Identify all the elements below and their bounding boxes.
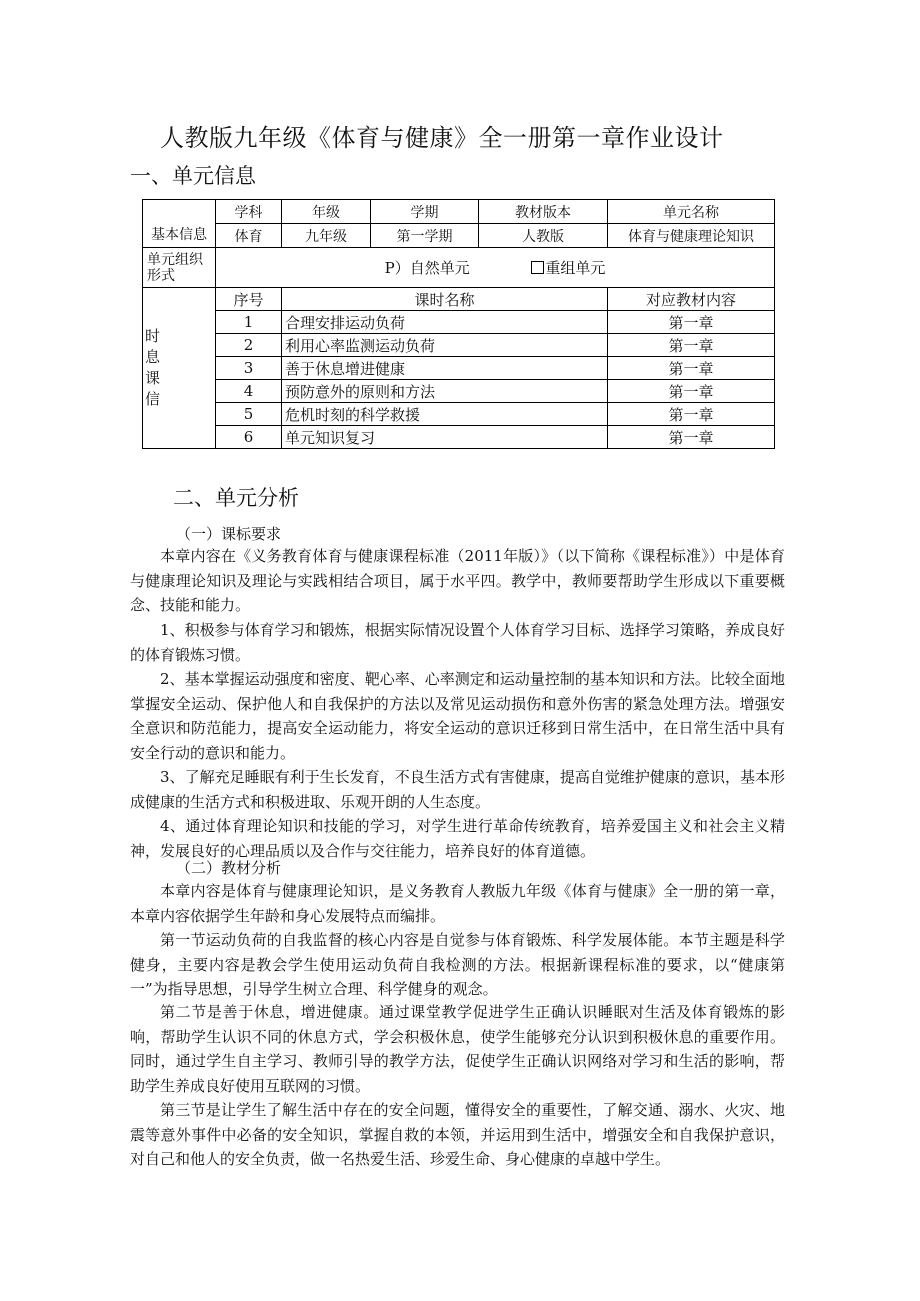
header-unit-name: 单元名称 <box>608 200 775 224</box>
lesson-no: 4 <box>216 380 282 403</box>
checkbox-icon <box>531 261 544 274</box>
lesson-content: 第一章 <box>608 311 775 334</box>
paragraph-standard-intro: 本章内容在《义务教育体育与健康课程标准（2011年版）》（以下简称《课程标准》）中是体育与健康理论知识及理论与实践相结合项目，属于水平四。教学中，教师要帮助学生形成以下重要概念、技能和能力。 <box>130 547 785 614</box>
lesson-name: 单元知识复习 <box>282 426 608 449</box>
section-heading-unit-info: 一、单元信息 <box>130 164 256 188</box>
lesson-row <box>143 311 775 334</box>
lesson-name: 利用心率监测运动负荷 <box>282 334 608 357</box>
unit-info-table <box>142 199 775 449</box>
paragraph-material-3: 第二节是善于休息，增进健康。通过课堂教学促进学生正确认识睡眠对生活及体育锻炼的影响，帮助学生认识不同的休息方式，学会积极休息，使学生能够充分认识到积极休息的重要作用。同时，通过学生自主学习、教师引导的教学方法，促使学生正确认识网络对学习和生活的影响，帮助学生养成良好使用互联网的习惯。 <box>130 1003 785 1095</box>
org-form-options <box>216 248 775 288</box>
lesson-header-content: 对应教材内容 <box>608 288 775 311</box>
paragraph-standard-1: 1、积极参与体育学习和锻炼，根据实际情况设置个人体育学习目标、选择学习策略，养成良好的体育锻炼习惯。 <box>130 621 785 664</box>
lesson-no: 5 <box>216 403 282 426</box>
lesson-content: 第一章 <box>608 334 775 357</box>
lesson-no: 2 <box>216 334 282 357</box>
lesson-name: 善于休息增进健康 <box>282 357 608 380</box>
lesson-no: 6 <box>216 426 282 449</box>
paragraph-material-1: 本章内容是体育与健康理论知识，是义务教育人教版九年级《体育与健康》全一册的第一章，本章内容依据学生年龄和身心发展特点而编排。 <box>130 882 785 925</box>
lesson-row <box>143 426 775 449</box>
paragraph-standard-4: 4、通过体育理论知识和技能的学习，对学生进行革命传统教育，培养爱国主义和社会主义精神，发展良好的心理品质以及合作与交往能力，培养良好的体育道德。 <box>130 817 785 860</box>
org-form-row <box>143 248 775 288</box>
subheading-curriculum-standard: （一）课标要求 <box>176 525 282 543</box>
org-form-label: 单元组织形式 <box>143 248 216 288</box>
lesson-row <box>143 403 775 426</box>
lesson-no: 1 <box>216 311 282 334</box>
subheading-textbook-analysis: （二）教材分析 <box>176 859 282 877</box>
lesson-content: 第一章 <box>608 426 775 449</box>
lesson-no: 3 <box>216 357 282 380</box>
lesson-row <box>143 380 775 403</box>
lesson-name: 危机时刻的科学救援 <box>282 403 608 426</box>
lesson-content: 第一章 <box>608 357 775 380</box>
value-row <box>143 224 775 248</box>
paragraph-material-4: 第三节是让学生了解生活中存在的安全问题，懂得安全的重要性，了解交通、溺水、火灾、地震等意外事件中必备的安全知识，掌握自救的本领，并运用到生活中，增强安全和自我保护意识，对自己和他人的安全负责，做一名热爱生活、珍爱生命、身心健康的卓越中学生。 <box>130 1101 785 1168</box>
section-heading-unit-analysis: 二、单元分析 <box>173 486 299 510</box>
value-edition: 人教版 <box>479 224 608 248</box>
paragraph-material-2: 第一节运动负荷的自我监督的核心内容是自觉参与体育锻炼、科学发展体能。本节主题是科学健身，主要内容是教会学生使用运动负荷自我检测的方法。根据新课程标准的要求，以“健康第一”为指导思想，引导学生树立合理、科学健身的观念。 <box>130 931 785 998</box>
lesson-header-no: 序号 <box>216 288 282 311</box>
regroup-unit-option: 重组单元 <box>545 259 606 277</box>
basic-info-label: 基本信息 <box>143 200 216 248</box>
value-term: 第一学期 <box>371 224 479 248</box>
paragraph-standard-3: 3、了解充足睡眠有利于生长发育，不良生活方式有害健康，提高自觉维护健康的意识，基本形成健康的生活方式和积极进取、乐观开朗的人生态度。 <box>130 768 785 811</box>
lesson-header-row <box>143 288 775 311</box>
header-row <box>143 200 775 224</box>
document-title: 人教版九年级《体育与健康》全一册第一章作业设计 <box>160 124 724 152</box>
lesson-row <box>143 357 775 380</box>
lesson-row <box>143 334 775 357</box>
lesson-name: 合理安排运动负荷 <box>282 311 608 334</box>
value-grade: 九年级 <box>282 224 371 248</box>
header-grade: 年级 <box>282 200 371 224</box>
paragraph-standard-2: 2、基本掌握运动强度和密度、靶心率、心率测定和运动量控制的基本知识和方法。比较全面地掌握安全运动、保护他人和自我保护的方法以及常见运动损伤和意外伤害的紧急处理方法。增强安全意识和防范能力，提高安全运动能力，将安全运动的意识迁移到日常生活中，在日常生活中具有安全行动的意识和能力。 <box>130 670 785 762</box>
header-term: 学期 <box>371 200 479 224</box>
value-subject: 体育 <box>216 224 282 248</box>
lesson-name: 预防意外的原则和方法 <box>282 380 608 403</box>
natural-unit-option: P）自然单元 <box>384 259 470 277</box>
lesson-content: 第一章 <box>608 380 775 403</box>
lesson-header-name: 课时名称 <box>282 288 608 311</box>
value-unit-name: 体育与健康理论知识 <box>608 224 775 248</box>
header-edition: 教材版本 <box>479 200 608 224</box>
lesson-info-label: 时 息 课 信 <box>143 288 216 449</box>
header-subject: 学科 <box>216 200 282 224</box>
lesson-content: 第一章 <box>608 403 775 426</box>
